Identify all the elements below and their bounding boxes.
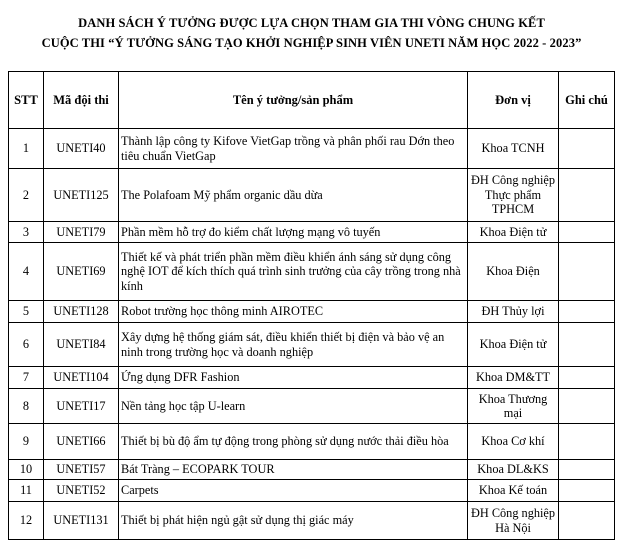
cell-idea-name: Thành lập công ty Kifove VietGap trồng và phân phối rau Dớn theo tiêu chuẩn VietGap xyxy=(119,129,468,169)
header-stt: STT xyxy=(9,72,44,129)
cell-team-code: UNETI57 xyxy=(44,460,119,480)
cell-team-code: UNETI104 xyxy=(44,367,119,389)
header-idea-name: Tên ý tưởng/sản phẩm xyxy=(119,72,468,129)
cell-unit: ĐH Công nghiệp Hà Nội xyxy=(468,502,559,540)
cell-team-code: UNETI52 xyxy=(44,480,119,502)
finalists-table xyxy=(8,71,615,540)
cell-note xyxy=(559,424,615,460)
cell-stt: 10 xyxy=(9,460,44,480)
cell-note xyxy=(559,169,615,222)
cell-stt: 2 xyxy=(9,169,44,222)
cell-unit: Khoa TCNH xyxy=(468,129,559,169)
document-title-line-1: DANH SÁCH Ý TƯỞNG ĐƯỢC LỰA CHỌN THAM GIA THI VÒNG CHUNG KẾT xyxy=(78,16,545,30)
cell-stt: 9 xyxy=(9,424,44,460)
table-row xyxy=(9,301,615,323)
cell-team-code: UNETI66 xyxy=(44,424,119,460)
cell-note xyxy=(559,480,615,502)
cell-note xyxy=(559,301,615,323)
table-row xyxy=(9,502,615,540)
cell-stt: 11 xyxy=(9,480,44,502)
table-row xyxy=(9,129,615,169)
cell-note xyxy=(559,367,615,389)
cell-stt: 7 xyxy=(9,367,44,389)
header-unit: Đơn vị xyxy=(468,72,559,129)
cell-unit: Khoa Điện xyxy=(468,243,559,301)
cell-team-code: UNETI84 xyxy=(44,323,119,367)
table-row xyxy=(9,460,615,480)
cell-unit: Khoa Điện tử xyxy=(468,222,559,243)
cell-idea-name: Thiết bị bù độ ẩm tự động trong phòng sử dụng nước thải điều hòa xyxy=(119,424,468,460)
cell-team-code: UNETI69 xyxy=(44,243,119,301)
cell-unit: Khoa DL&KS xyxy=(468,460,559,480)
cell-note xyxy=(559,222,615,243)
cell-note xyxy=(559,243,615,301)
cell-team-code: UNETI17 xyxy=(44,389,119,424)
cell-stt: 3 xyxy=(9,222,44,243)
table-row xyxy=(9,367,615,389)
table-row xyxy=(9,480,615,502)
cell-idea-name: Thiết bị phát hiện ngủ gật sử dụng thị giác máy xyxy=(119,502,468,540)
cell-idea-name: Bát Tràng – ECOPARK TOUR xyxy=(119,460,468,480)
header-team-code: Mã đội thi xyxy=(44,72,119,129)
cell-note xyxy=(559,460,615,480)
cell-idea-name: Carpets xyxy=(119,480,468,502)
table-row xyxy=(9,389,615,424)
cell-note xyxy=(559,323,615,367)
cell-idea-name: Robot trường học thông minh AIROTEC xyxy=(119,301,468,323)
cell-note xyxy=(559,502,615,540)
cell-stt: 4 xyxy=(9,243,44,301)
table-header xyxy=(9,72,615,129)
table-row xyxy=(9,424,615,460)
cell-team-code: UNETI128 xyxy=(44,301,119,323)
cell-idea-name: Thiết kế và phát triển phần mềm điều khiển ánh sáng sử dụng công nghệ IOT để kích thích quá trình sinh trưởng của cây trồng trong nhà kính xyxy=(119,243,468,301)
cell-team-code: UNETI40 xyxy=(44,129,119,169)
cell-note xyxy=(559,129,615,169)
cell-team-code: UNETI125 xyxy=(44,169,119,222)
cell-unit: ĐH Thủy lợi xyxy=(468,301,559,323)
cell-stt: 1 xyxy=(9,129,44,169)
cell-stt: 12 xyxy=(9,502,44,540)
table-row xyxy=(9,243,615,301)
cell-idea-name: Nền tảng học tập U-learn xyxy=(119,389,468,424)
cell-team-code: UNETI131 xyxy=(44,502,119,540)
cell-stt: 6 xyxy=(9,323,44,367)
cell-unit: ĐH Công nghiệp Thực phẩm TPHCM xyxy=(468,169,559,222)
cell-team-code: UNETI79 xyxy=(44,222,119,243)
cell-unit: Khoa Cơ khí xyxy=(468,424,559,460)
cell-stt: 8 xyxy=(9,389,44,424)
cell-unit: Khoa Kế toán xyxy=(468,480,559,502)
cell-unit: Khoa Điện tử xyxy=(468,323,559,367)
cell-idea-name: Phần mềm hỗ trợ đo kiểm chất lượng mạng vô tuyến xyxy=(119,222,468,243)
cell-stt: 5 xyxy=(9,301,44,323)
cell-idea-name: The Polafoam Mỹ phẩm organic dầu dừa xyxy=(119,169,468,222)
cell-unit: Khoa DM&TT xyxy=(468,367,559,389)
table-row xyxy=(9,323,615,367)
table-row xyxy=(9,169,615,222)
cell-idea-name: Xây dựng hệ thống giám sát, điều khiển thiết bị điện và bảo vệ an ninh trong trường học và doanh nghiệp xyxy=(119,323,468,367)
cell-unit: Khoa Thương mại xyxy=(468,389,559,424)
header-note: Ghi chú xyxy=(559,72,615,129)
cell-note xyxy=(559,389,615,424)
cell-idea-name: Ứng dụng DFR Fashion xyxy=(119,367,468,389)
table-row xyxy=(9,222,615,243)
document-title-line-2: CUỘC THI “Ý TƯỞNG SÁNG TẠO KHỞI NGHIỆP SINH VIÊN UNETI NĂM HỌC 2022 - 2023” xyxy=(41,36,582,50)
